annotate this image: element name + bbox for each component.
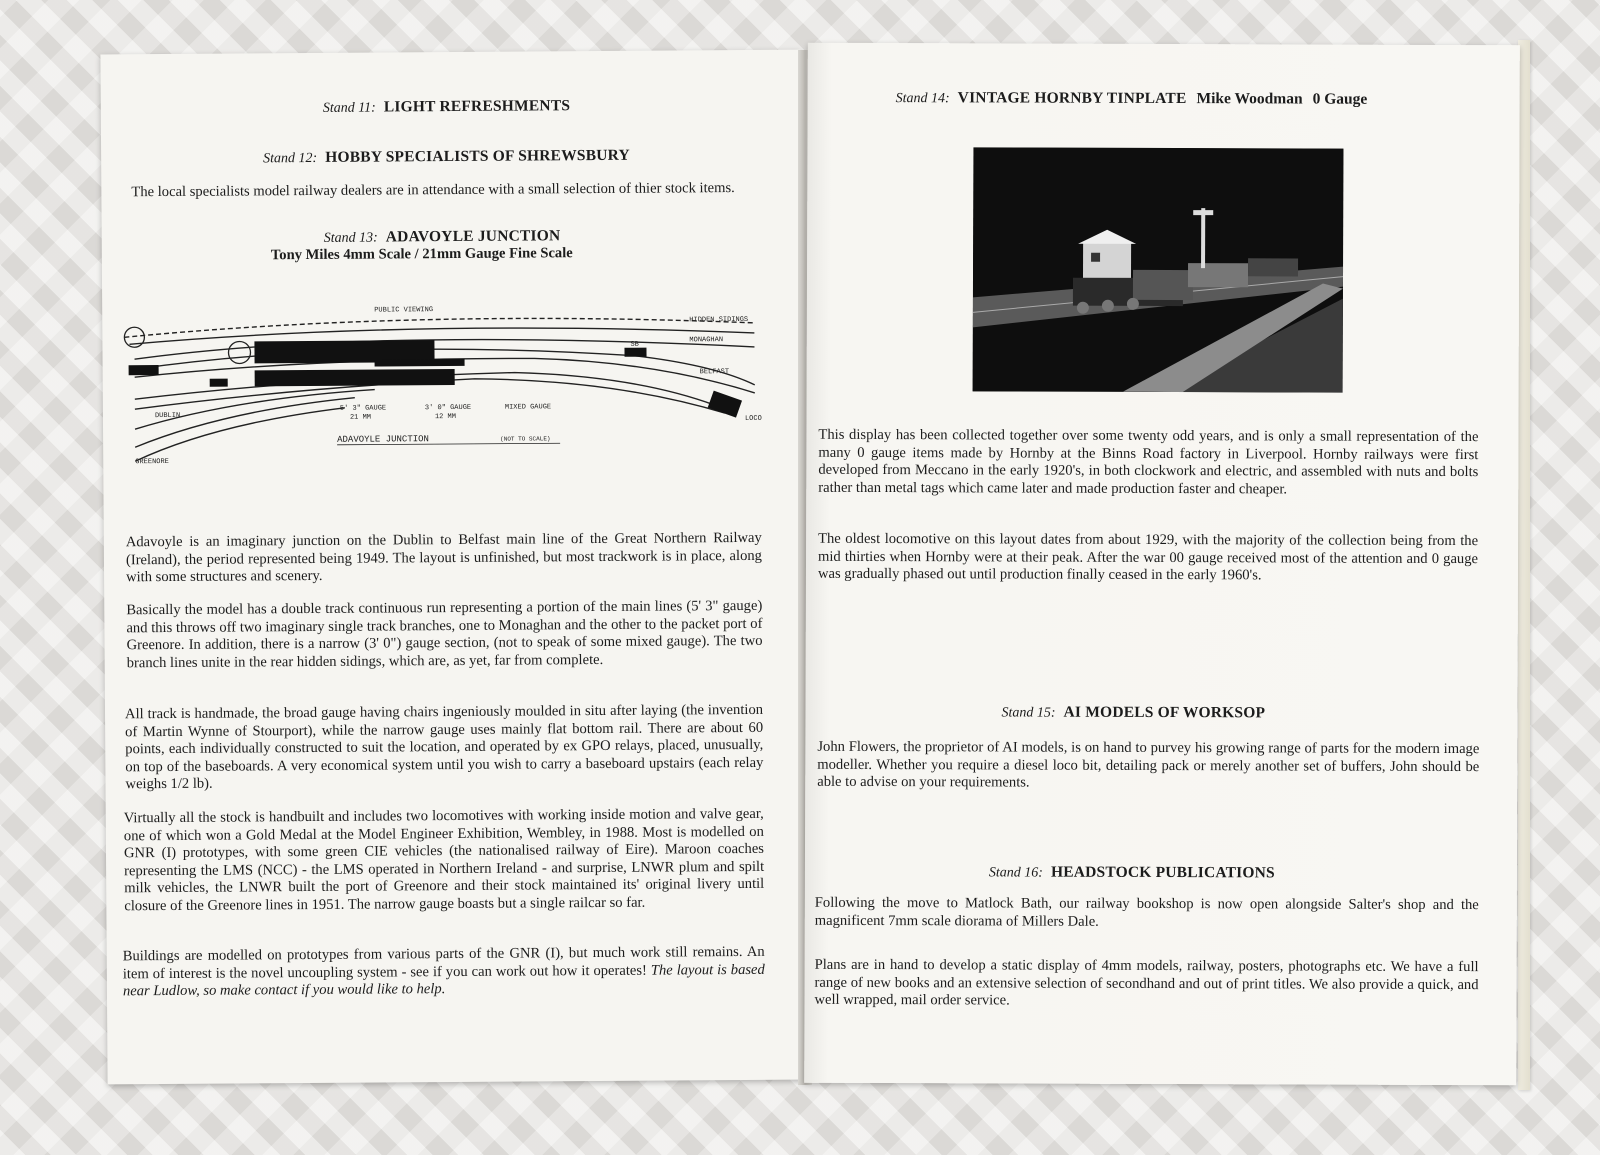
- diagram-caption: ADAVOYLE JUNCTION: [337, 434, 429, 445]
- stand-14-person: Mike Woodman: [1196, 90, 1303, 108]
- stand-11-heading: [323, 97, 570, 117]
- paragraph-5: [123, 944, 765, 1001]
- page-edge: [1518, 40, 1530, 1090]
- stand-14-paragraph-1: This display has been collected together over some twenty odd years, and is only a small representation of the many 0 gauge items made by Hornby at the Binns Road factory in Liverpool. Hornby railways were first developed from Meccano in the early 1920's, in both clockwork and electric, and assembled with nuts and bolts rather than metal tags which came later and made production faster and cheaper.: [818, 426, 1479, 497]
- stand-13-title: ADAVOYLE JUNCTION: [385, 227, 561, 246]
- label-gauge-30-mm: 12 MM: [434, 412, 456, 422]
- stand-15-text: John Flowers, the proprietor of AI models, is on hand to purvey his growing range of parts for the modern image modeller. Whether you require a diesel loco bit, detailing pack or merely another set of buffers, John should be able to advise on your requirements.: [817, 738, 1480, 791]
- stand-14-label: Stand 14:: [895, 91, 950, 107]
- label-monaghan: MONAGHAN: [689, 336, 724, 345]
- stand-11-title: LIGHT REFRESHMENTS: [383, 97, 571, 116]
- photo-svg: [973, 147, 1344, 392]
- stand-15-heading: [1001, 703, 1265, 722]
- stand-13-label: Stand 13:: [323, 230, 378, 246]
- label-gauge-53: 5' 3" GAUGE: [339, 404, 387, 413]
- left-page: [100, 50, 807, 1085]
- label-gauge-53-mm: 21 MM: [349, 413, 371, 422]
- label-dublin: DUBLIN: [154, 411, 181, 421]
- stand-13-heading: [324, 227, 561, 247]
- paragraph-1: Adavoyle is an imaginary junction on the Dublin to Belfast main line of the Great Northern Railway (Ireland), the period represented being 1949. The layout is unfinished, but most trackwork is in place, along with some structures and scenery.: [125, 529, 762, 586]
- stand-11-label: Stand 11:: [322, 100, 376, 116]
- stand-13-subtitle: Tony Miles 4mm Scale / 21mm Gauge Fine Scale: [270, 245, 573, 264]
- paragraph-2: Basically the model has a double track continuous run representing a portion of the main lines (5' 3" gauge) and this throws off two imaginary single track branches, one to Monaghan and the other to the packet port of Greenore. In addition, there is a narrow (3' 0") gauge section, (not to speak of some mixed gauge). The two branch lines unite in the rear hidden sidings, which are, as yet, far from complete.: [126, 597, 763, 671]
- stand-12-title: HOBBY SPECIALISTS OF SHREWSBURY: [325, 146, 630, 166]
- track-plan-svg: [114, 295, 775, 470]
- paragraph-5-italic: The layout is based near Ludlow, so make contact if you would like to help.: [122, 961, 765, 1000]
- stand-16-label: Stand 16:: [988, 865, 1044, 881]
- stand-12-text: The local specialists model railway dealers are in attendance with a small selection of thier stock items.: [131, 180, 735, 201]
- label-mixed-gauge: MIXED GAUGE: [504, 403, 552, 412]
- label-loco: LOCO: [744, 414, 762, 423]
- stand-15-label: Stand 15:: [1001, 705, 1056, 721]
- label-greenore: GREENORE: [135, 457, 169, 467]
- right-page: [804, 43, 1520, 1085]
- stand-16-paragraph-2: Plans are in hand to develop a static display of 4mm models, railway, posters, photographs etc. We have a full range of new books and an extensive selection of secondhand and out of print titles. We also provide a quick, and well wrapped, mail order service.: [814, 956, 1479, 1009]
- label-belfast: BELFAST: [699, 368, 730, 377]
- stand-16-heading: [989, 863, 1275, 882]
- diagram-note: (NOT TO SCALE): [500, 435, 551, 443]
- stand-16-paragraph-1: Following the move to Matlock Bath, our railway bookshop is now open alongside Salter's shop and the magnificent 7mm scale diorama of Millers Dale.: [814, 894, 1479, 930]
- label-hidden-sidings: HIDDEN SIDINGS: [689, 315, 749, 325]
- stand-16-title: HEADSTOCK PUBLICATIONS: [1050, 863, 1275, 882]
- stand-14-heading: [896, 89, 1368, 109]
- paragraph-4: Virtually all the stock is handbuilt and includes two locomotives with working inside motion and valve gear, one of which won a Gold Medal at the Model Engineer Exhibition, Wembley, in 1988. Most is modelled on GNR (I) prototypes, with some green CIE vehicles (the nationalised railway of Eire). Maroon coaches representing the LMS (NCC) - the LMS operated in Northern Ireland - and surprise, LNWR plum and spilt milk vehicles, the LNWR built the port of Greenore and their stock maintained its' original livery until closure of the Greenore lines in 1951. The narrow gauge boasts but a single railcar so far.: [123, 805, 765, 914]
- stand-14-gauge: 0 Gauge: [1312, 90, 1368, 108]
- paragraph-5-text: Buildings are modelled on prototypes from various parts of the GNR (I), but much work still remains. An item of interest is the novel uncoupling system - see if you can work out how it operates!: [122, 943, 765, 982]
- track-plan-diagram: [114, 295, 775, 470]
- label-gauge-30: 3' 0" GAUGE: [424, 403, 472, 413]
- paragraph-3: All track is handmade, the broad gauge having chairs ingeniously moulded in situ after laying (the invention of Martin Wynne of Stourport), while the narrow gauge uses mainly flat bottom rail. There are about 60 points, each individually constructed to suit the location, and operated by ex GPO relays, placed, unusually, on top of the baseboards. A very economical system until you wish to carry a baseboard upstairs (each relay weighs 1/2 lb).: [124, 701, 764, 793]
- stand-14-title: VINTAGE HORNBY TINPLATE: [957, 89, 1187, 108]
- hornby-layout-photo: [973, 147, 1344, 392]
- stand-12-label: Stand 12:: [263, 150, 318, 167]
- stand-12-heading: [263, 147, 630, 168]
- stand-15-title: AI MODELS OF WORKSOP: [1063, 703, 1266, 722]
- label-public-viewing: PUBLIC VIEWING: [374, 306, 434, 315]
- label-sb: SB: [630, 340, 639, 349]
- stand-14-paragraph-2: The oldest locomotive on this layout dates from about 1929, with the majority of the collection being from the mid thirties when Hornby were at their peak. After the war 00 gauge received most of the attention and 0 gauge was gradually phased out until production finally ceased in the early 1960's.: [817, 530, 1479, 584]
